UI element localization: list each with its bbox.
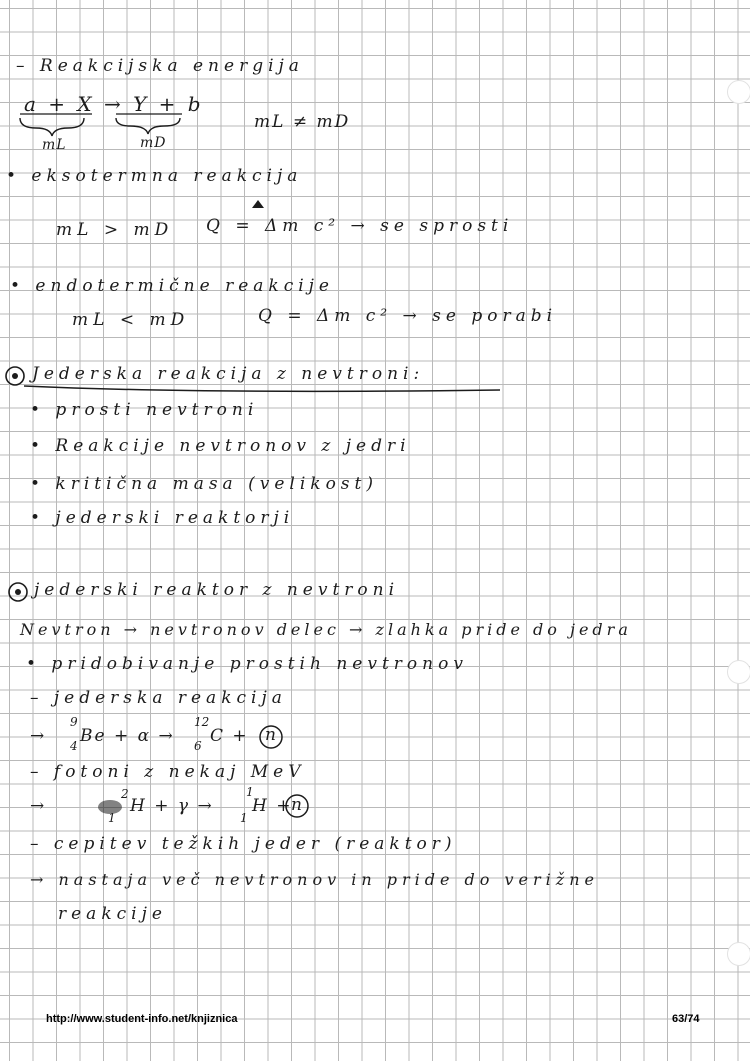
exothermic-energy: Q = Δm c² → se sprosti	[206, 216, 514, 236]
eq2-hydrogen: H +	[252, 796, 293, 816]
eq2-h2-mass-number: 2	[121, 787, 129, 801]
chain-reaction-line-continued: reakcije	[58, 904, 167, 924]
eq1-neutron: n	[265, 725, 278, 745]
photons-line: – fotoni z nekaj MeV	[30, 762, 306, 782]
eq2-deuterium-gamma: H + γ →	[130, 796, 214, 816]
eq2-neutron: n	[291, 795, 304, 815]
eq1-carbon: C +	[210, 726, 249, 746]
eq1-c-atomic-number: 6	[194, 739, 202, 753]
free-neutrons-subtitle: • pridobivanje prostih nevtronov	[26, 654, 468, 674]
neutron-particle-line: Nevtron → nevtronov delec → zlahka pride do jedra	[20, 620, 632, 639]
list-item-reakcije-nevtronov: • Reakcije nevtronov z jedri	[30, 436, 411, 456]
footer-page-number: 63/74	[672, 1013, 700, 1025]
list-item-kriticna-masa: • kritična masa (velikost)	[30, 474, 378, 494]
eq1-beryllium-alpha: Be + α →	[80, 726, 175, 746]
list-item-prosti-nevtroni: • prosti nevtroni	[30, 400, 259, 420]
section-title-jederska-reakcija: Jederska reakcija z nevtroni:	[32, 364, 425, 384]
eq1-be-atomic-number: 4	[70, 739, 78, 753]
endothermic-energy: Q = Δm c² → se porabi	[258, 306, 558, 326]
eq2-arrow: →	[30, 796, 47, 816]
fission-line: – cepitev težkih jeder (reaktor)	[30, 834, 457, 854]
eq2-h1-mass-number: 1	[246, 785, 254, 799]
endothermic-title: • endotermične reakcije	[10, 276, 334, 296]
nuclear-reaction-line: – jederska reakcija	[30, 688, 287, 708]
eq2-h2-atomic-number: 1	[108, 811, 116, 825]
eq1-be-mass-number: 9	[70, 715, 78, 729]
heading-reakcijska-energija: – Reakcijska energija	[16, 56, 304, 76]
chain-reaction-line: → nastaja več nevtronov in pride do verižne	[30, 870, 599, 889]
brace-label-md: mD	[140, 135, 167, 151]
brace-label-ml: mL	[42, 137, 67, 153]
reaction-equation: a + X → Y + b	[24, 92, 204, 116]
eq2-h1-atomic-number: 1	[240, 811, 248, 825]
section-title-jederski-reaktor: jederski reaktor z nevtroni	[34, 580, 400, 600]
endothermic-condition: mL < mD	[72, 310, 190, 330]
exothermic-condition: mL > mD	[56, 220, 174, 240]
footer-url[interactable]: http://www.student-info.net/knjiznica	[46, 1013, 238, 1025]
mass-inequality: mL ≠ mD	[254, 112, 351, 132]
eq1-arrow: →	[30, 726, 47, 746]
list-item-jederski-reaktorji: • jederski reaktorji	[30, 508, 295, 528]
exothermic-title: • eksotermna reakcija	[6, 166, 303, 186]
eq1-c-mass-number: 12	[194, 715, 210, 729]
